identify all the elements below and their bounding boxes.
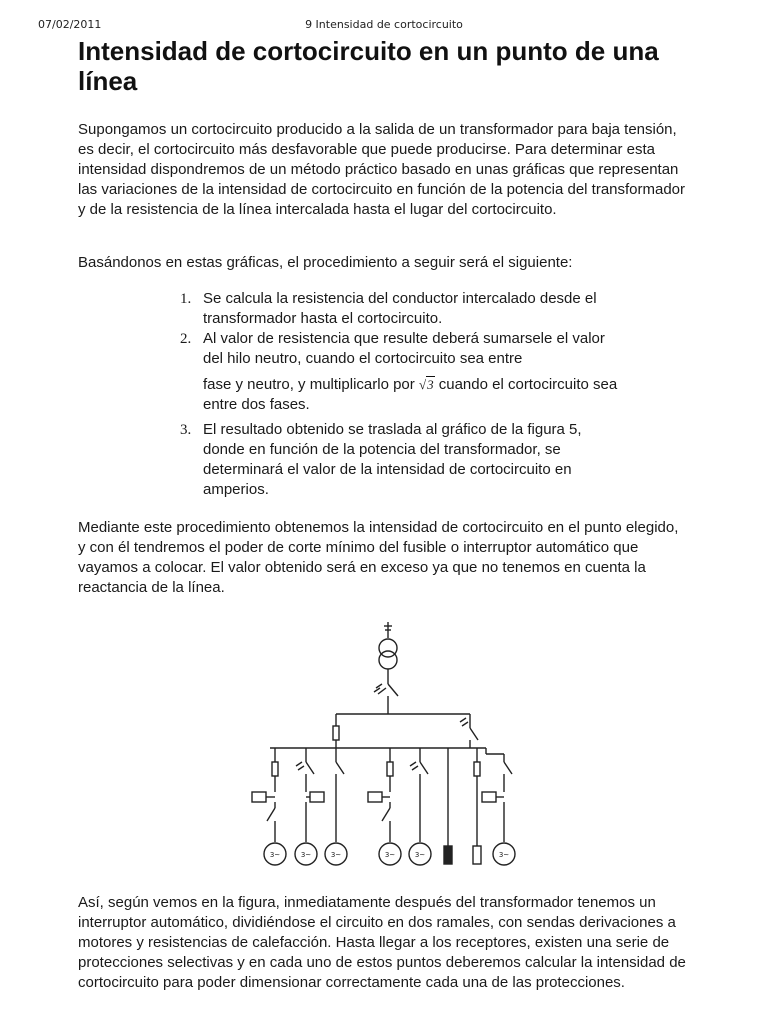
- list-item-continuation: [170, 375, 620, 415]
- motor-label: 3~: [330, 851, 342, 859]
- motor-label: 3~: [300, 851, 312, 859]
- paragraph-procedure-intro: Basándonos en estas gráficas, el procedimiento a seguir será el siguiente:: [78, 254, 573, 271]
- paragraph-result: Mediante este procedimiento obtenemos la intensidad de cortocircuito en el punto elegido, y con él tendremos el poder de corte mínimo del fusible o interruptor automático que vayamos a colocar. El valor obtenido será en exceso ya que no tenemos en cuenta la reactancia de la línea.: [78, 519, 679, 596]
- relay-icon: [410, 762, 418, 770]
- transformer-icon: [379, 622, 397, 669]
- fuse-icon: [272, 762, 278, 776]
- sqrt-symbol: √: [418, 377, 427, 392]
- relay-icon: [310, 792, 324, 802]
- sqrt-three-formula: [419, 376, 435, 392]
- header-doc-title: 9 Intensidad de cortocircuito: [305, 18, 463, 31]
- relay-icon: [296, 762, 304, 770]
- heating-resistor-icon: [473, 846, 481, 864]
- motor-label: 3~: [414, 851, 426, 859]
- circuit-breaker-icon: [374, 684, 398, 710]
- sqrt-value: 3: [427, 377, 434, 392]
- list-item: [170, 329, 620, 369]
- paragraph-intro: Supongamos un cortocircuito producido a la salida de un transformador para baja tensión, es decir, el cortocircuito más desfavorable que puede producirse. Para determinar esta intensidad dispondremos de un método práctico basado en unas gráficas que representan las variaciones de la intensidad de cortocircuito en función de la potencia del transformador y de la resistencia de la línea intercalada hasta el lugar del cortocircuito.: [78, 121, 686, 218]
- motor-label: 3~: [498, 851, 510, 859]
- list-item: [170, 289, 620, 329]
- list-item-number: 3.: [180, 422, 192, 438]
- page-title: Intensidad de cortocircuito en un punto de una línea: [78, 36, 659, 96]
- header-date: 07/02/2011: [38, 18, 102, 31]
- heating-resistor-icon: [444, 846, 452, 864]
- circuit-diagram: [240, 616, 530, 872]
- fuse-icon: [333, 726, 339, 740]
- list-item-text: cuando el cortocircuito sea entre dos fases.: [203, 376, 618, 413]
- motor-label: 3~: [384, 851, 396, 859]
- fuse-icon: [474, 762, 480, 776]
- relay-icon: [482, 792, 496, 802]
- relay-icon: [368, 792, 382, 802]
- list-item-text: Se calcula la resistencia del conductor intercalado desde el transformador hasta el cortocircuito.: [203, 290, 597, 327]
- list-item-number: 1.: [180, 291, 192, 307]
- list-item-text: El resultado obtenido se traslada al gráfico de la figura 5, donde en función de la potencia del transformador, se determinará el valor de la intensidad de cortocircuito en amperios.: [203, 421, 582, 498]
- relay-icon: [252, 792, 266, 802]
- list-item-number: 2.: [180, 331, 192, 347]
- motor-label: 3~: [269, 851, 281, 859]
- list-item: [170, 420, 620, 500]
- list-item-text: Al valor de resistencia que resulte deberá sumarsele el valor del hilo neutro, cuando el cortocircuito sea entre: [203, 330, 605, 367]
- relay-icon: [460, 718, 468, 726]
- list-item-text: fase y neutro, y multiplicarlo por: [203, 376, 415, 393]
- fuse-icon: [387, 762, 393, 776]
- paragraph-figure-description: Así, según vemos en la figura, inmediatamente después del transformador tenemos un interruptor automático, dividiéndose el circuito en dos ramales, con sendas derivaciones a motores y resistencias de calefacción. Hasta llegar a los receptores, existen una serie de protecciones selectivas y en cada uno de estos puntos deberemos calcular la intensidad de cortocircuito para poder dimensionar correctamente cada una de las protecciones.: [78, 894, 686, 991]
